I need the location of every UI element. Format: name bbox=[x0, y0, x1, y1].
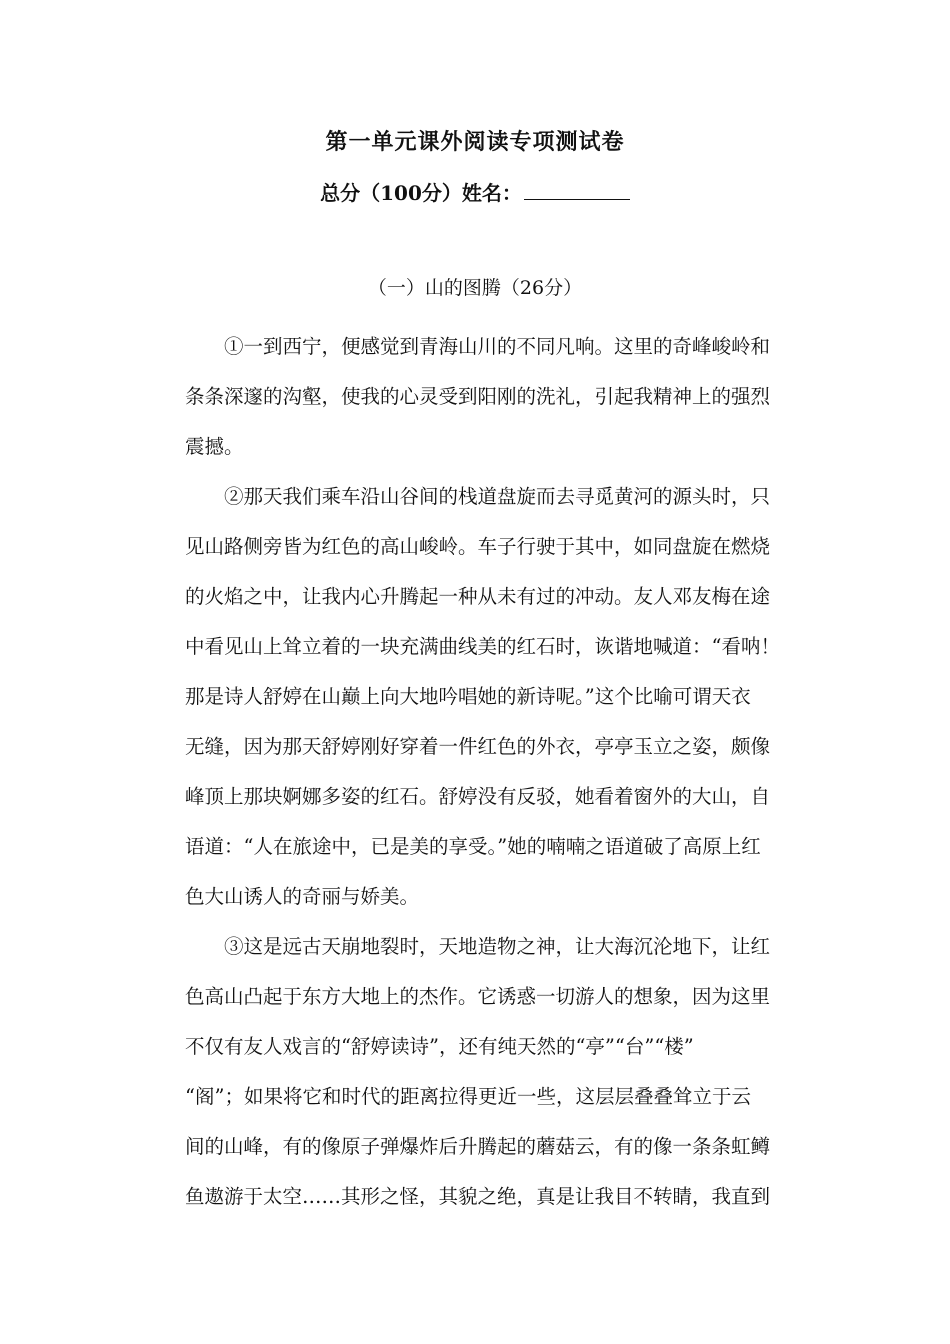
paragraph-line: 见山路侧旁皆为红色的高山峻岭。车子行驶于其中，如同盘旋在燃烧 bbox=[185, 535, 771, 558]
paragraph-line: 语道：“人在旅途中，已是美的享受。”她的喃喃之语道破了高原上红 bbox=[185, 835, 761, 858]
paragraph-line: 鱼遨游于太空……其形之怪，其貌之绝，真是让我目不转睛，我直到 bbox=[185, 1185, 771, 1208]
paragraph-line: 的火焰之中，让我内心升腾起一种从未有过的冲动。友人邓友梅在途 bbox=[185, 585, 771, 608]
article-body bbox=[146, 322, 810, 1222]
paragraph-line: ②那天我们乘车沿山谷间的栈道盘旋而去寻觅黄河的源头时，只 bbox=[224, 485, 771, 508]
paragraph-line: 震撼。 bbox=[185, 435, 244, 458]
paragraph-3 bbox=[146, 922, 810, 1222]
paragraph-line: 峰顶上那块婀娜多姿的红石。舒婷没有反驳，她看着窗外的大山，自 bbox=[185, 785, 771, 808]
document-title: 第一单元课外阅读专项测试卷 bbox=[325, 129, 625, 155]
paragraph-line: 色高山凸起于东方大地上的杰作。它诱惑一切游人的想象，因为这里 bbox=[185, 985, 771, 1008]
name-blank-line bbox=[524, 179, 630, 200]
paragraph-1 bbox=[146, 322, 810, 472]
paragraph-line: 中看见山上耸立着的一块充满曲线美的红石时，诙谐地喊道：“看呐！ bbox=[185, 635, 780, 658]
paragraph-line: 色大山诱人的奇丽与娇美。 bbox=[185, 885, 420, 908]
score-and-name-label: 总分（100分）姓名： bbox=[320, 181, 522, 205]
paragraph-line: 条条深邃的沟壑，使我的心灵受到阳刚的洗礼，引起我精神上的强烈 bbox=[185, 385, 771, 408]
paragraph-line: 间的山峰，有的像原子弹爆炸后升腾起的蘑菇云，有的像一条条虹鳟 bbox=[185, 1135, 771, 1158]
paragraph-line: 不仅有友人戏言的“舒婷读诗”，还有纯天然的“亭”“台”“楼” bbox=[185, 1035, 694, 1058]
paragraph-line: “阁”；如果将它和时代的距离拉得更近一些，这层层叠叠耸立于云 bbox=[185, 1085, 751, 1108]
paragraph-line: 无缝，因为那天舒婷刚好穿着一件红色的外衣，亭亭玉立之姿，颇像 bbox=[185, 735, 771, 758]
document-subtitle bbox=[0, 178, 950, 208]
section-heading: （一）山的图腾（26分） bbox=[367, 277, 583, 299]
paragraph-line: 那是诗人舒婷在山巅上向大地吟唱她的新诗呢。”这个比喻可谓天衣 bbox=[185, 685, 751, 708]
paragraph-2 bbox=[146, 472, 810, 922]
paragraph-line: ③这是远古天崩地裂时，天地造物之神，让大海沉沦地下，让红 bbox=[224, 935, 771, 958]
paragraph-line: ①一到西宁，便感觉到青海山川的不同凡响。这里的奇峰峻岭和 bbox=[224, 335, 771, 358]
